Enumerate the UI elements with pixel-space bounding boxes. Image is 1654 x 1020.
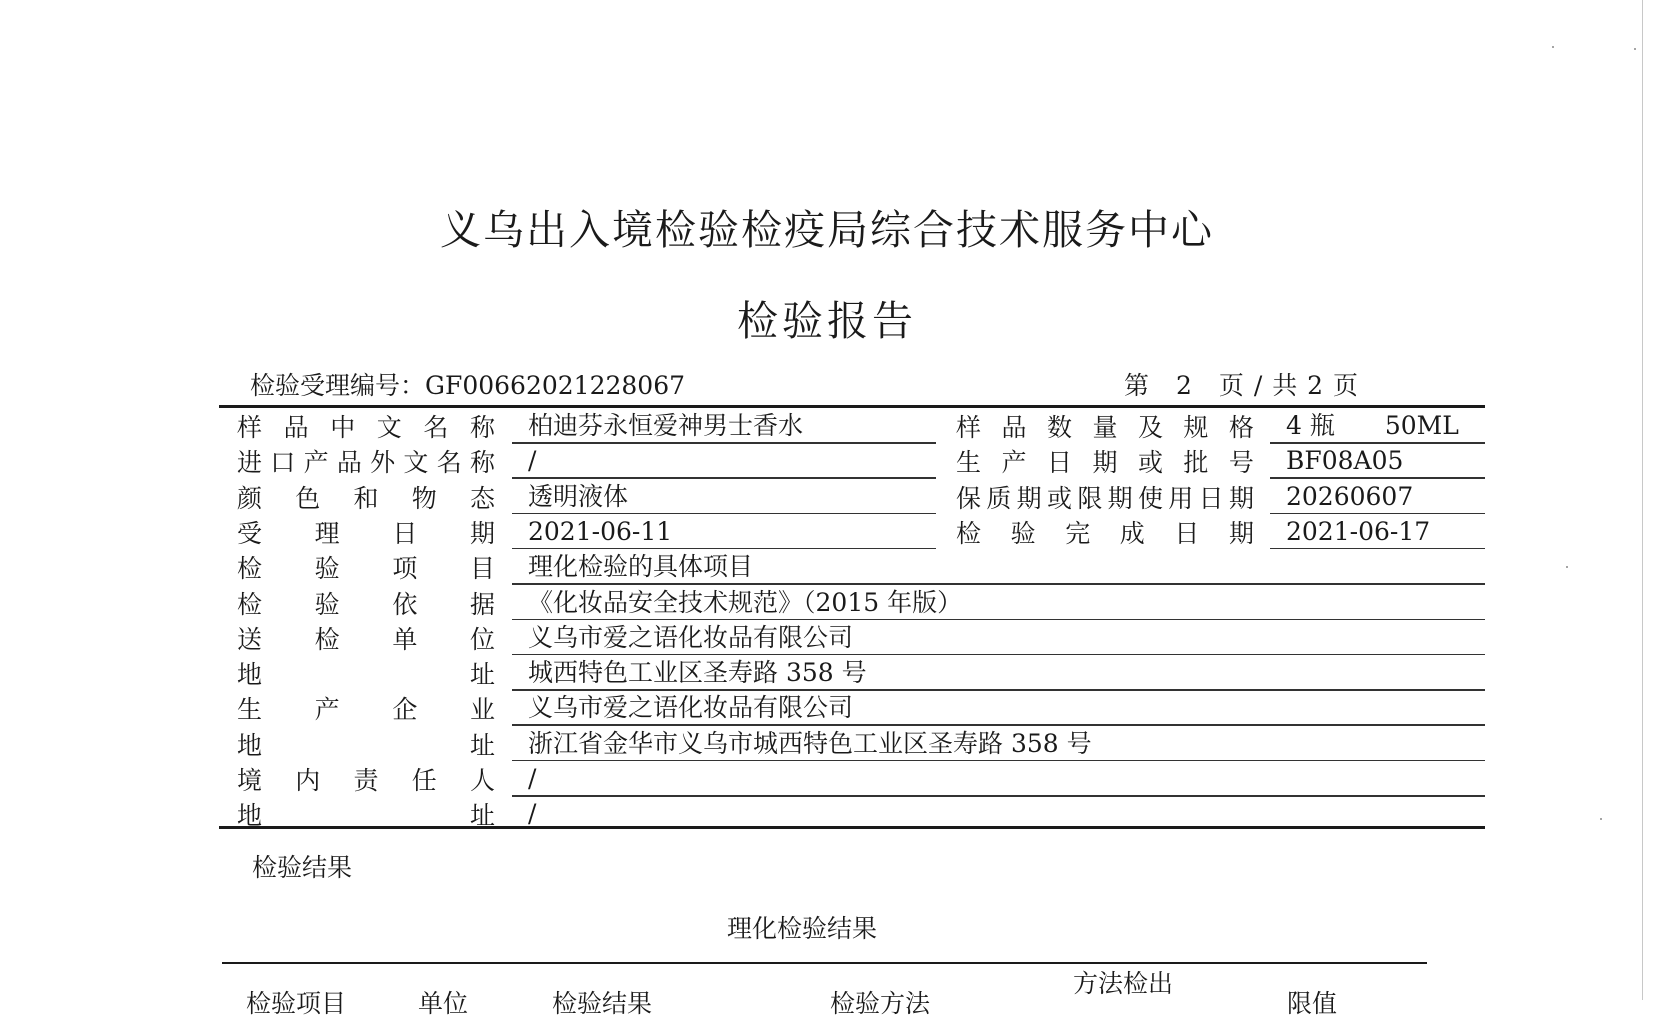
field-label: 保 质 期 或 限 期 使 用 日 期 xyxy=(956,483,1254,513)
field-value: 《化妆品安全技术规范》（2015 年版） xyxy=(528,587,963,617)
acceptance-number: GF00662021228067 xyxy=(425,371,686,400)
field-label: 样 品 中 文 名 称 xyxy=(237,413,495,442)
page-indicator: 第 2 页 / 共 2 页 xyxy=(1124,371,1360,400)
field-value: 透明液体 xyxy=(528,481,629,511)
organization-name: 义乌出入境检验检疫局综合技术服务中心 xyxy=(440,206,1214,254)
field-label: 受 理 日 期 xyxy=(237,518,495,548)
results-header-detection-limit: 方法检出 xyxy=(1073,969,1174,998)
field-label: 进 口 产 品 外 文 名 称 xyxy=(237,448,495,478)
field-underline xyxy=(1270,548,1485,550)
field-underline xyxy=(512,583,1485,585)
field-label: 送 检 单 位 xyxy=(237,624,495,654)
scan-speck xyxy=(1552,46,1554,48)
field-value: 2021-06-11 xyxy=(528,516,673,546)
field-label: 颜 色 和 物 态 xyxy=(237,483,495,513)
results-table-top-rule xyxy=(222,962,1427,964)
field-underline xyxy=(1270,477,1485,479)
results-header-limit: 限值 xyxy=(1287,989,1338,1018)
scan-edge-shadow xyxy=(1642,0,1643,1000)
field-underline xyxy=(512,442,936,444)
field-value: / xyxy=(528,764,537,793)
field-underline xyxy=(512,548,936,550)
field-value: 4 瓶 50ML xyxy=(1286,411,1459,440)
field-value: 2021-06-17 xyxy=(1286,516,1431,546)
field-value: 城西特色工业区圣寿路 358 号 xyxy=(528,658,867,688)
acceptance-number-row xyxy=(250,370,685,402)
scan-speck xyxy=(1634,48,1636,50)
field-underline xyxy=(512,654,1485,656)
field-underline xyxy=(512,477,936,479)
results-subheading: 理化检验结果 xyxy=(726,914,877,943)
field-value: 20260607 xyxy=(1286,481,1414,511)
acceptance-label: 检验受理编号： xyxy=(250,371,426,400)
results-header-result: 检验结果 xyxy=(552,989,653,1018)
field-underline xyxy=(512,619,1485,621)
field-value: 义乌市爱之语化妆品有限公司 xyxy=(528,693,854,723)
field-label: 检 验 完 成 日 期 xyxy=(956,518,1254,548)
field-label: 地 址 xyxy=(237,801,495,831)
field-value: 义乌市爱之语化妆品有限公司 xyxy=(528,622,854,652)
report-title: 检验报告 xyxy=(737,297,917,345)
field-label: 检 验 依 据 xyxy=(237,589,495,619)
scan-speck xyxy=(1600,818,1602,820)
results-header-unit: 单位 xyxy=(418,989,469,1018)
field-value: 理化检验的具体项目 xyxy=(528,552,754,582)
field-label: 检 验 项 目 xyxy=(237,554,495,584)
table-top-rule xyxy=(219,405,1485,408)
field-value: 柏迪芬永恒爱神男士香水 xyxy=(528,411,804,440)
field-label: 生 产 企 业 xyxy=(237,695,495,725)
field-underline xyxy=(1270,442,1485,444)
field-underline xyxy=(512,795,1485,797)
field-label: 样 品 数 量 及 规 格 xyxy=(956,413,1254,442)
field-label: 境 内 责 任 人 xyxy=(237,766,495,795)
results-header-item: 检验项目 xyxy=(246,989,347,1018)
field-value: BF08A05 xyxy=(1286,446,1404,476)
field-label: 生 产 日 期 或 批 号 xyxy=(956,448,1254,478)
field-underline xyxy=(512,760,1485,762)
field-label: 地 址 xyxy=(237,730,495,760)
scan-speck xyxy=(1566,566,1568,568)
field-label: 地 址 xyxy=(237,660,495,690)
field-value: / xyxy=(528,446,537,476)
field-underline xyxy=(1270,513,1485,515)
field-value: 浙江省金华市义乌市城西特色工业区圣寿路 358 号 xyxy=(528,728,1092,758)
field-value: / xyxy=(528,799,537,829)
results-heading: 检验结果 xyxy=(252,853,353,882)
field-underline xyxy=(512,513,936,515)
field-underline xyxy=(512,689,1485,691)
field-underline xyxy=(512,724,1485,726)
results-header-method: 检验方法 xyxy=(830,989,931,1018)
